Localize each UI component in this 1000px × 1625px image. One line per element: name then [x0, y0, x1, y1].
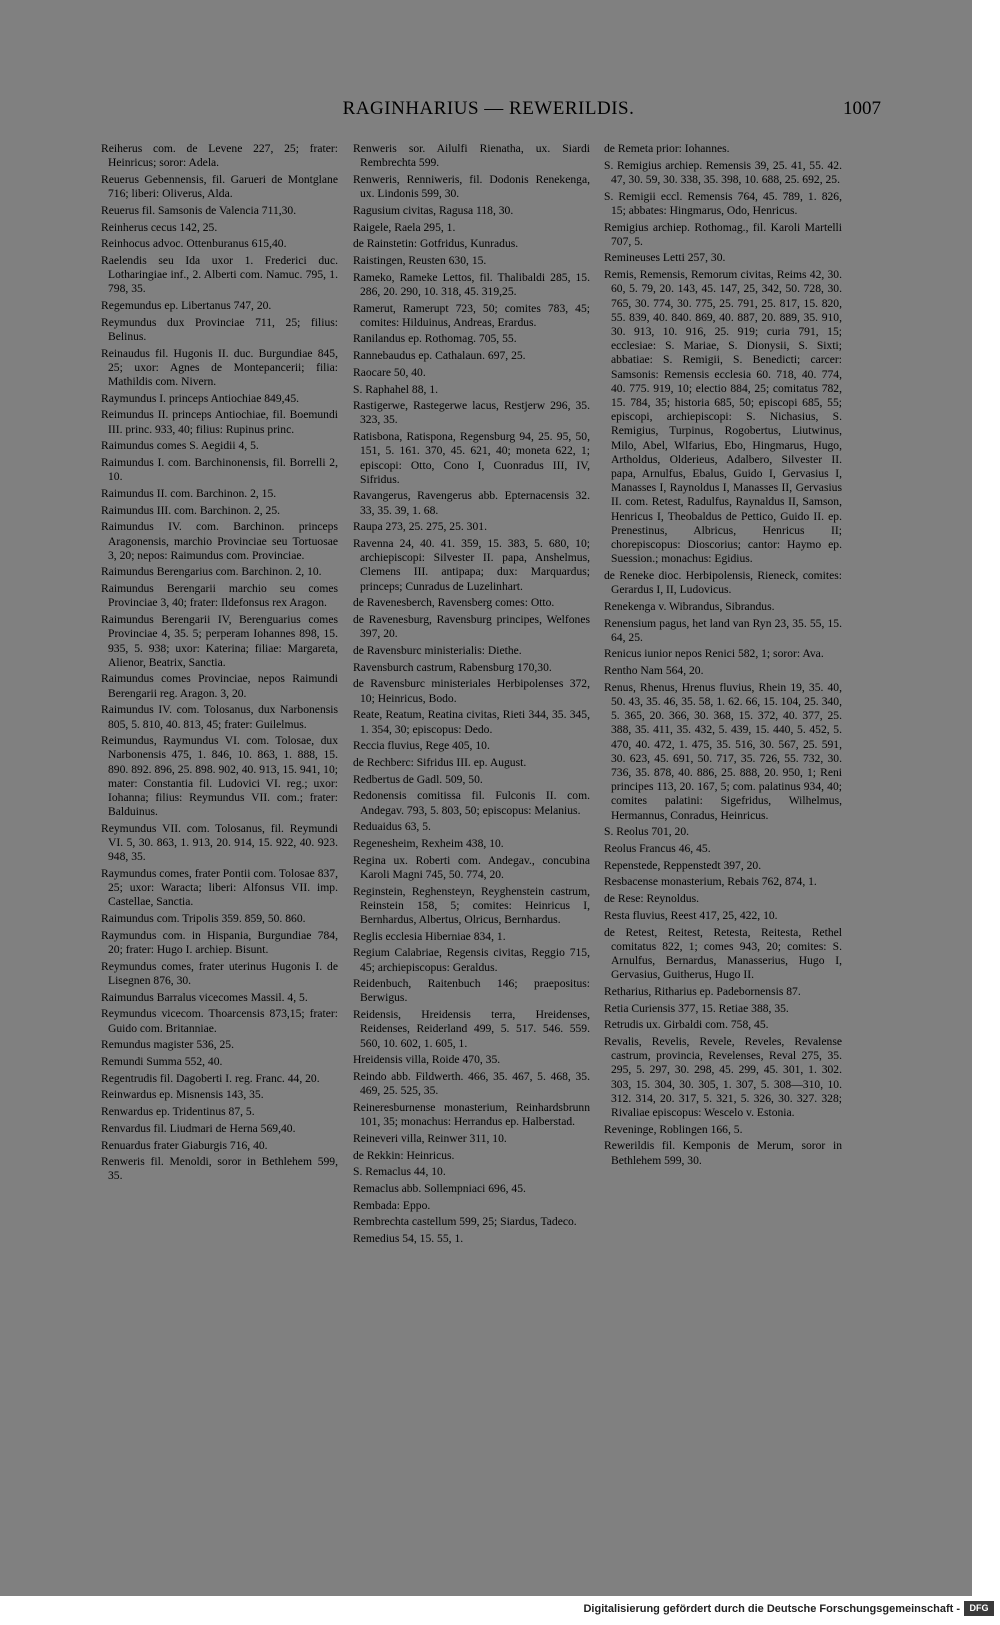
index-entry: Reduaidus 63, 5. — [353, 820, 431, 834]
index-entry: Raymundus com. in Hispania, Burgundiae 784, 20; frater: Hugo I. archiep. Bisunt. — [101, 928, 338, 957]
index-entry: Reineresburnense monasterium, Reinhardsbrunn 101, 35; monachus: Herrandus ep. Halberstad. — [353, 1100, 590, 1129]
index-entry: Remaclus abb. Sollempniaci 696, 45. — [353, 1181, 526, 1195]
index-entry: Retia Curiensis 377, 15. Retiae 388, 35. — [604, 1001, 789, 1015]
index-entry: Regemundus ep. Libertanus 747, 20. — [101, 299, 272, 313]
index-entry: Remundus magister 536, 25. — [101, 1038, 234, 1052]
index-entry: Raimundus IV. com. Tolosanus, dux Narbonensis 805, 5. 810, 40. 813, 45; frater: Guilelmus. — [101, 703, 338, 731]
index-entry: Raimundus IV. com. Barchinon. princeps Aragonensis, marchio Provinciae seu Tortuosae 3, 20; nepos: Raimundus com. Provinciae. — [101, 520, 338, 562]
index-entry: Raocare 50, 40. — [353, 365, 426, 379]
index-entry: Renweris, Renniweris, fil. Dodonis Renekenga, ux. Lindonis 599, 30. — [353, 172, 590, 201]
running-title: RAGINHARIUS — REWERILDIS. — [342, 98, 635, 119]
index-entry: Reymundus vicecom. Thoarcensis 873,15; frater: Guido com. Britanniae. — [101, 1007, 338, 1035]
index-entry: de Ravensburc ministerialis: Diethe. — [353, 644, 522, 657]
index-entry: Reymundus dux Provinciae 711, 25; filius: Belinus. — [101, 315, 338, 343]
index-entry: de Retest, Reitest, Retesta, Reitesta, Rethel comitatus 822, 1; comes 943, 20; comites: S. Arnulfus, Bernardus, Manasserius, Hugo I, Gervasius, Guitherus, Hugo II. — [604, 925, 842, 982]
index-entry: de Rese: Reynoldus. — [604, 892, 699, 906]
index-entry: Renensium pagus, het land van Ryn 23, 35. 55, 15. 64, 25. — [604, 616, 842, 644]
index-entry: Repenstede, Reppenstedt 397, 20. — [604, 858, 762, 872]
index-entry: Rannebaudus ep. Cathalaun. 697, 25. — [353, 349, 526, 363]
index-entry: Reglis ecclesia Hiberniae 834, 1. — [353, 929, 506, 943]
index-entry: Reolus Francus 46, 45. — [604, 842, 711, 856]
index-entry: Raimundus I. com. Barchinonensis, fil. Borrelli 2, 10. — [101, 456, 338, 484]
index-entry: Raupa 273, 25. 275, 25. 301. — [353, 520, 487, 534]
index-entry: Raymundus comes, frater Pontii com. Tolosae 837, 25; uxor: Waracta; liberi: Alfonsus VII. imp. Castellae, Sanctia. — [101, 867, 338, 909]
index-entry: Ravangerus, Ravengerus abb. Epternacensis 32. 33, 35. 39, 1. 68. — [353, 489, 590, 517]
index-entry: Ragusium civitas, Ragusa 118, 30. — [353, 203, 514, 217]
index-entry: Reymundus comes, frater uterinus Hugonis I. de Lisegnen 876, 30. — [101, 959, 338, 987]
index-entry: de Ravenesberch, Ravensberg comes: Otto. — [353, 596, 555, 610]
index-entry: Renwardus ep. Tridentinus 87, 5. — [101, 1105, 255, 1119]
index-entry: Reccia fluvius, Rege 405, 10. — [353, 739, 490, 753]
index-entry: Reinaudus fil. Hugonis II. duc. Burgundiae 845, 25; uxor: Agnes de Montepancerii; filia: Mathildis com. Nivern. — [101, 346, 338, 389]
index-entry: Raigele, Raela 295, 1. — [353, 220, 456, 234]
index-entry: Reymundus VII. com. Tolosanus, fil. Reymundi VI. 5, 30. 863, 1. 913, 20. 914, 15. 922, 40. 923. 948, 35. — [101, 821, 338, 864]
index-entry: de Remeta prior: Iohannes. — [604, 142, 730, 155]
index-entry: de Reneke dioc. Herbipolensis, Rieneck, comites: Gerardus I, II, Ludovicus. — [604, 568, 842, 597]
index-entry: Remigius archiep. Rothomag., fil. Karoli Martelli 707, 5. — [604, 220, 842, 248]
index-entry: Remineuses Letti 257, 30. — [604, 251, 726, 265]
index-entry: Raimundus Berengarii marchio seu comes Provinciae 3, 40; frater: Ildefonsus rex Aragon. — [101, 582, 338, 610]
index-entry: Resbacense monasterium, Rebais 762, 874, 1. — [604, 875, 817, 889]
index-entry: Raimundus comes Provinciae, nepos Raimundi Berengarii reg. Aragon. 3, 20. — [101, 672, 338, 700]
index-entry: Hreidensis villa, Roide 470, 35. — [353, 1053, 501, 1067]
index-entry: Rameko, Rameke Lettos, fil. Thalibaldi 285, 15. 286, 20. 290, 10. 318, 45. 319,25. — [353, 270, 590, 298]
page-margin — [972, 0, 1000, 1596]
index-entry: Reveninge, Roblingen 166, 5. — [604, 1122, 743, 1136]
index-entry: Renvardus fil. Liudmari de Herna 569,40. — [101, 1121, 296, 1135]
index-entry: Reimundus, Raymundus VI. com. Tolosae, dux Narbonensis 475, 1. 846, 10. 863, 1. 888, 15. 890. 892. 896, 25. 898. 902, 40. 913, 15. 941, 10; mater: Constantia fil. Ludovici VI. reg.; uxor: Iohanna; filius: Reymundus VII. com.; frater: Balduinus. — [101, 734, 338, 819]
index-entry: Reinwardus ep. Misnensis 143, 35. — [101, 1088, 264, 1102]
index-entry: Reimundus II. princeps Antiochiae, fil. Boemundi III. princ. 933, 40; filius: Rupinus princ. — [101, 408, 338, 436]
index-entry: Regentrudis fil. Dagoberti I. reg. Franc. 44, 20. — [101, 1071, 320, 1085]
index-entry: Raymundus I. princeps Antiochiae 849,45. — [101, 391, 300, 405]
index-entry: Renus, Rhenus, Hrenus fluvius, Rhein 19, 35. 40, 50. 43, 35. 46, 35. 58, 1. 62. 66, 15. 104, 25. 340, 5. 365, 20. 366, 30. 368, 15. 372, 40. 377, 25. 388, 35. 411, 35. 432, 5. 439, 15. 440, 5. 452, 5. 470, 40. 472, 1. 475, 35. 516, 30. 567, 25. 591, 30. 623, 45. 691, 50. 717, 35. 726, 55. 732, 30. 736, 35. 878, 40. 886, 25. 888, 20. 950, 1; Reni principes 113, 20. 167, 5; com. palatinus 934, 40; comites palatini: Sigefridus, Wilhelmus, Hermannus, Conradus, Heinricus. — [604, 680, 842, 822]
index-entry: Renekenga v. Wibrandus, Sibrandus. — [604, 599, 775, 613]
index-entry: Reiherus com. de Levene 227, 25; frater: Heinricus; soror: Adela. — [101, 142, 338, 170]
index-entry: Rastigerwe, Rastegerwe lacus, Restjerw 296, 35. 323, 35. — [353, 399, 590, 427]
dfg-logo: DFG — [964, 1601, 994, 1616]
index-entry: Rembada: Eppo. — [353, 1198, 431, 1212]
index-entry: de Rekkin: Heinricus. — [353, 1148, 455, 1162]
index-entry: S. Remaclus 44, 10. — [353, 1165, 446, 1179]
index-entry: Reate, Reatum, Reatina civitas, Rieti 344, 35. 345, 1. 354, 30; episcopus: Dedo. — [353, 708, 590, 736]
index-entry: Renweris fil. Menoldi, soror in Bethlehem 599, 35. — [101, 1155, 338, 1183]
index-entry: Raistingen, Reusten 630, 15. — [353, 253, 487, 267]
index-entry: Ravenna 24, 40. 41. 359, 15. 383, 5. 680, 10; archiepiscopi: Silvester II. papa, Anshelmus, Clemens III. antipapa; dux: Marquardus; princeps; Cunradus de Luzelinhart. — [353, 537, 590, 593]
index-entry: Ravensburch castrum, Rabensburg 170,30. — [353, 660, 552, 674]
index-entry: Raimundus II. com. Barchinon. 2, 15. — [101, 486, 277, 500]
index-entry: Regenesheim, Rexheim 438, 10. — [353, 836, 504, 850]
index-entry: Redonensis comitissa fil. Fulconis II. com. Andegav. 793, 5. 803, 50; episcopus: Melanius. — [353, 789, 590, 817]
index-entry: de Ravensburc ministeriales Herbipolenses 372, 10; Heinricus, Bodo. — [353, 677, 590, 705]
index-entry: Reuerus Gebennensis, fil. Garueri de Montglane 716; liberi: Oliverus, Alda. — [101, 172, 338, 201]
index-entry: Regina ux. Roberti com. Andegav., concubina Karoli Magni 745, 50. 774, 20. — [353, 853, 590, 881]
index-entry: de Rechberc: Sifridus III. ep. August. — [353, 755, 527, 769]
index-entry: Reineveri villa, Reinwer 311, 10. — [353, 1131, 507, 1145]
index-entry: Revalis, Revelis, Revele, Reveles, Revalense castrum, provincia, Revelenses, Reval 275, 35. 295, 5. 297, 30. 298, 45. 299, 45. 301, 1. 302. 303, 15. 304, 30. 305, 1. 307, 5. 308—310, 10. 312. 314, 20. 317, 5. 321, 5. 326, 30. 327. 328; Rivaliae episcopus: Wescelo v. Estonia. — [604, 1034, 842, 1119]
index-entry: Raimundus Berengarius com. Barchinon. 2, 10. — [101, 565, 322, 579]
page-header — [96, 98, 881, 124]
index-entry: Ranilandus ep. Rothomag. 705, 55. — [353, 332, 517, 346]
index-entry: Renicus iunior nepos Renici 582, 1; soror: Ava. — [604, 647, 824, 661]
index-entry: Reidenbuch, Raitenbuch 146; praepositus: Berwigus. — [353, 977, 590, 1005]
page-number: 1007 — [843, 98, 881, 119]
index-entry: Redbertus de Gadl. 509, 50. — [353, 772, 483, 786]
index-entry: Retharius, Ritharius ep. Padebornensis 87. — [604, 984, 801, 998]
index-entry: Renweris sor. Ailulfi Rienatha, ux. Siardi Rembrechta 599. — [353, 142, 590, 170]
index-column-left — [101, 142, 338, 1186]
index-entry: Ramerut, Ramerupt 723, 50; comites 783, 45; comites: Hilduinus, Andreas, Erardus. — [353, 301, 590, 329]
index-entry: Regium Calabriae, Regensis civitas, Reggio 715, 45; archiepiscopus: Geraldus. — [353, 946, 590, 974]
index-entry: Reidensis, Hreidensis terra, Hreidenses, Reidenses, Reiderland 499, 5. 517. 546. 559. 560, 10. 602, 1. 605, 1. — [353, 1008, 590, 1050]
index-column-middle — [353, 142, 590, 1249]
index-entry: Reindo abb. Fildwerth. 466, 35. 467, 5. 468, 35. 469, 25. 525, 35. — [353, 1069, 590, 1098]
index-column-right — [604, 142, 842, 1170]
index-entry: Resta fluvius, Reest 417, 25, 422, 10. — [604, 908, 778, 922]
index-entry: Rembrechta castellum 599, 25; Siardus, Tadeco. — [353, 1215, 577, 1229]
index-entry: Reinhocus advoc. Ottenburanus 615,40. — [101, 237, 287, 251]
index-entry: de Ravenesburg, Ravensburg principes, Welfones 397, 20. — [353, 613, 590, 641]
index-entry: Reginstein, Reghensteyn, Reyghenstein castrum, Reinstein 158, 5; comites: Heinricus I, Bernhardus, Albertus, Olricus, Bernhardus. — [353, 884, 590, 926]
index-entry: Raelendis seu Ida uxor 1. Frederici duc. Lotharingiae inf., 2. Alberti com. Namuc. 795, 1. 798, 35. — [101, 253, 338, 296]
funding-notice: Digitalisierung gefördert durch die Deutsche Forschungsgemeinschaft - — [583, 1603, 960, 1615]
index-entry: de Rainstetin: Gotfridus, Kunradus. — [353, 237, 519, 251]
index-entry: Remundi Summa 552, 40. — [101, 1054, 223, 1068]
index-entry: Retrudis ux. Girbaldi com. 758, 45. — [604, 1018, 769, 1032]
index-entry: Remedius 54, 15. 55, 1. — [353, 1232, 464, 1246]
index-entry: Ratisbona, Ratispona, Regensburg 94, 25. 95, 50, 151, 5. 161. 370, 45. 621, 40; moneta 622, 1; episcopi: Otto, Cono I, Cuonradus III, IV, Sifridus. — [353, 430, 590, 486]
index-entry: Renuardus frater Giaburgis 716, 40. — [101, 1138, 268, 1152]
index-entry: Remis, Remensis, Remorum civitas, Reims 42, 30. 60, 5. 79, 20. 143, 45. 147, 25, 342, 50. 728, 30. 765, 30. 774, 30. 775, 25. 791, 25. 817, 15. 820, 55. 839, 40. 840. 869, 40. 887, 20. 889, 35. 910, 30. 913, 10. 916, 25. 919; curia 791, 15; ecclesiae: S. Mariae, S. Dionysii, S. Sixti; abbatiae: S. Remigii, S. Benedicti; carcer: Samsonis: Remensis ecclesia 60. 718, 40. 774, 40. 775. 919, 10; electio 884, 25; comitatus 782, 15. 784, 35; historia 685, 50; episcopi 685, 55; episcopi, archiepiscopi: S. Nichasius, S. Remigius, Turpinus, Rogobertus, Liutwinus, Milo, Abel, Wlfarius, Ebo, Hingmarus, Hugo, Artholdus, Olderieus, Adalbero, Silvester II. papa, Arnulfus, Ebalus, Guido I, Gervasius I, Manasses I, Raynoldus I, Manasses II, Gervasius II. com. Retest, Radulfus, Raynaldus II, Samson, Henricus I, Theobaldus de Pettico, Guido II. ep. Prenestinus, Albricus, Henricus II; chorepiscopus: Dioscorius; cantor: Haymo ep. Suession.; monachus: Egidius. — [604, 268, 842, 566]
index-entry: S. Remigii eccl. Remensis 764, 45. 789, 1. 826, 15; abbates: Hingmarus, Odo, Henricus. — [604, 189, 842, 217]
funding-footer — [0, 1596, 1000, 1625]
index-entry: Reinherus cecus 142, 25. — [101, 220, 218, 234]
index-entry: S. Remigius archiep. Remensis 39, 25. 41, 55. 42. 47, 30. 59, 30. 338, 35. 398, 10. 688, 25. 692, 25. — [604, 158, 842, 186]
index-entry: Raimundus Barralus vicecomes Massil. 4, 5. — [101, 990, 308, 1004]
index-entry: S. Reolus 701, 20. — [604, 825, 690, 839]
index-entry: S. Raphahel 88, 1. — [353, 382, 439, 396]
index-entry: Raimundus comes S. Aegidii 4, 5. — [101, 439, 259, 453]
index-entry: Reuerus fil. Samsonis de Valencia 711,30. — [101, 203, 297, 217]
index-entry: Raimundus Berengarii IV, Berenguarius comes Provinciae 4, 35. 5; perperam Iohannes 898, 15. 935, 5. 938; uxor: Katerina; filiae: Margareta, Alienor, Beatrix, Sanctia. — [101, 613, 338, 669]
index-entry: Rentho Nam 564, 20. — [604, 664, 704, 678]
index-entry: Raimundus III. com. Barchinon. 2, 25. — [101, 503, 281, 517]
index-entry: Rewerildis fil. Kemponis de Merum, soror in Bethlehem 599, 30. — [604, 1139, 842, 1167]
index-entry: Raimundus com. Tripolis 359. 859, 50. 860. — [101, 912, 306, 926]
